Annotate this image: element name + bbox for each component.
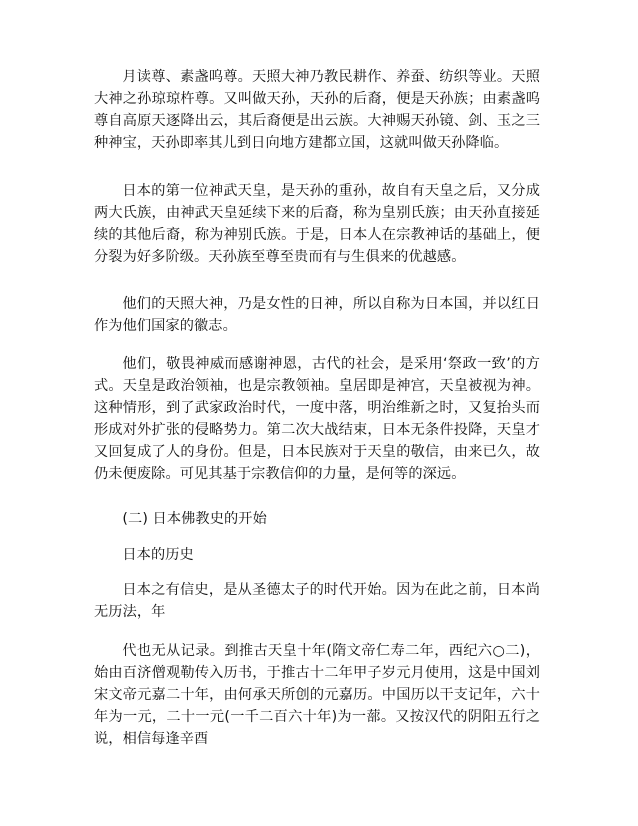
paragraph-sun-goddess: 他们的天照大神，乃是女性的日神，所以自称为日本国，并以红日作为他们国家的徽志。 [94, 296, 540, 334]
paragraph-mythology: 月读尊、素盏呜尊。天照大神乃教民耕作、养蚕、纺织等业。天照大神之孙琼琼杵尊。又叫做天孙，天孙的后裔，便是天孙族；由素盏呜尊自高原天逐降出云，其后裔便是出云族。大神赐天孙镜、剑、玉之三种神宝，天孙即率其儿到日向地方建都立国，这就叫做天孙降临。 [94, 69, 540, 151]
paragraph-emperor-worship: 他们，敬畏神威而感谢神恩，古代的社会，是采用‘祭政一致’的方式。天皇是政治领袖，也是宗教领袖。皇居即是神宫，天皇被视为神。这种情形，到了武家政治时代，一度中落，明治维新之时，又复抬头而形成对外扩张的侵略势力。第二次大战结束，日本无条件投降，天皇才又回复成了人的身份。但是，日本民族对于天皇的敬信，由来已久，故仍未便废除。可见其基于宗教信仰的力量，是何等的深远。 [94, 356, 540, 482]
paragraph-recorded-history: 日本之有信史，是从圣德太子的时代开始。因为在此之前，日本尚无历法，年 [94, 582, 540, 620]
paragraph-emperor-jimmu: 日本的第一位神武天皇，是天孙的重孙，故自有天皇之后，又分成两大氏族，由神武天皇延续下来的后裔，称为皇别氏族；由天孙直接延续的其他后裔，称为神别氏族。于是，日本人在宗教神话的基础上，便分裂为好多阶级。天孙族至尊至贵而有与生俱来的优越感。 [94, 183, 540, 265]
subsection-heading: 日本的历史 [122, 547, 194, 563]
section-heading: (二) 日本佛教史的开始 [122, 511, 267, 527]
paragraph-calendar: 代也无从记录。到推古天皇十年(隋文帝仁寿二年，西纪六○二)，始由百济僧观勒传入历书，于推古十二年甲子岁元月使用，这是中国刘宋文帝元嘉二十年，由何承天所创的元嘉历。中国历以干支记年，六十年为一元，二十一元(一千二百六十年)为一蔀。又按汉代的阴阳五行之说，相信每逢辛酉 [94, 643, 540, 747]
